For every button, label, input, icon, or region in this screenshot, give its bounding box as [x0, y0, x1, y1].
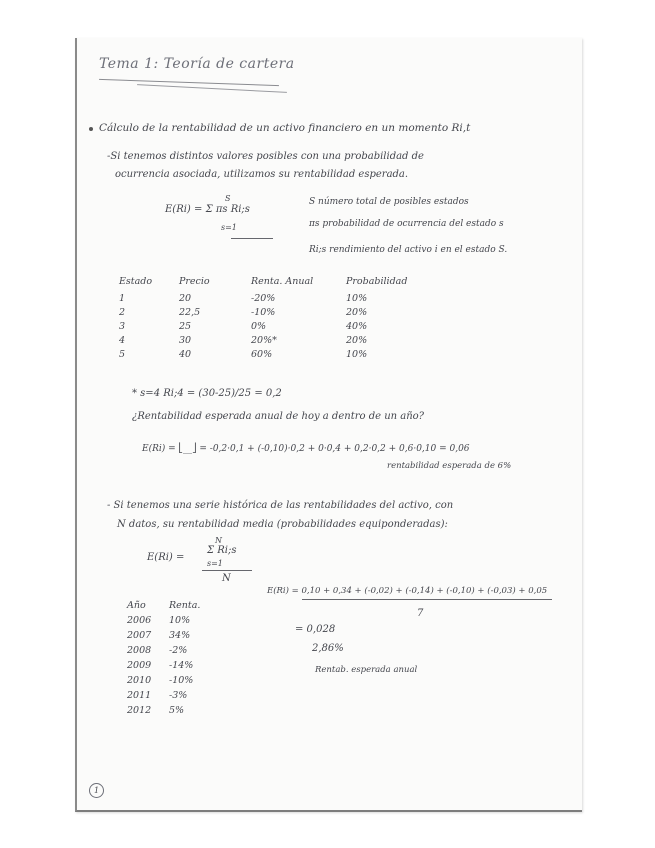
formula-2-rule [202, 570, 252, 571]
formula-3-rule [302, 599, 552, 600]
formula-2-numerator: Σ Ri;s [207, 545, 237, 556]
formula-1-rule [231, 238, 273, 239]
table-row [127, 673, 219, 688]
cell: 40% [346, 321, 368, 332]
cell: 1 [119, 293, 126, 304]
legend-line-1: S número total de posibles estados [309, 197, 469, 207]
table-row [119, 348, 426, 362]
legend-line-3: Ri;s rendimiento del activo i en el estado S. [309, 245, 508, 255]
cell: 5 [119, 349, 126, 360]
formula-2-limit-top: N [215, 536, 222, 545]
bullet-heading: Cálculo de la rentabilidad de un activo financiero en un momento Ri,t [99, 122, 471, 134]
table-row [119, 292, 426, 306]
cell: 2012 [127, 705, 152, 716]
page-number: 1 [89, 783, 104, 798]
cell: -10% [251, 307, 276, 318]
cell: 20 [179, 293, 192, 304]
cell: 25 [179, 321, 192, 332]
result-decimal: = 0,028 [295, 624, 336, 635]
formula-1-limit-top: S [225, 194, 231, 203]
table-row [127, 658, 219, 673]
paragraph-2-line-2: N datos, su rentabilidad media (probabilidades equiponderadas): [117, 519, 448, 530]
title-underline [99, 79, 279, 86]
header-ano: Año [127, 600, 146, 611]
cell: 2007 [127, 630, 152, 641]
legend-line-2: πs probabilidad de ocurrencia del estado s [309, 219, 504, 229]
formula-1: E(Ri) = Σ πs Ri;s [165, 204, 250, 215]
formula-2-lhs: E(Ri) = [147, 552, 185, 563]
table-row [127, 688, 219, 703]
cell: 10% [346, 293, 368, 304]
question: ¿Rentabilidad esperada anual de hoy a dentro de un año? [132, 411, 425, 422]
paragraph-1-line-2: ocurrencia asociada, utilizamos su rentabilidad esperada. [115, 169, 409, 180]
header-renta: Renta. [169, 600, 201, 611]
cell: 2 [119, 307, 126, 318]
cell: 2006 [127, 615, 152, 626]
result-label: Rentab. esperada anual [315, 665, 418, 675]
cell: -10% [169, 675, 194, 686]
cell: 34% [169, 630, 191, 641]
cell: -20% [251, 293, 276, 304]
calc-line: E(Ri) = ⎣__⎦ = -0,2·0,1 + (-0,10)·0,2 + 0·0,4 + 0,2·0,2 + 0,6·0,10 = 0,06 [142, 444, 470, 454]
cell: 60% [251, 349, 273, 360]
table-row [119, 306, 426, 320]
table-row [127, 703, 219, 718]
header-estado: Estado [119, 276, 153, 287]
notebook-page [75, 38, 582, 812]
formula-1-limit-bottom: s=1 [221, 223, 237, 232]
table-row [119, 334, 426, 348]
bullet-dot [89, 127, 93, 131]
cell: 40 [179, 349, 192, 360]
table-row [127, 628, 219, 643]
formula-3-denominator: 7 [417, 608, 424, 619]
cell: 30 [179, 335, 192, 346]
paragraph-1-line-1: -Si tenemos distintos valores posibles con una probabilidad de [107, 151, 424, 162]
cell: 2011 [127, 690, 152, 701]
cell: 2008 [127, 645, 152, 656]
cell: -14% [169, 660, 194, 671]
result-percent: 2,86% [312, 643, 344, 654]
states-table [119, 275, 426, 362]
cell: 5% [169, 705, 185, 716]
formula-2-denominator: N [222, 573, 231, 584]
header-probabilidad: Probabilidad [346, 276, 408, 287]
states-table-header [119, 275, 426, 292]
cell: 2010 [127, 675, 152, 686]
cell: 10% [169, 615, 191, 626]
formula-2-limit-bottom: s=1 [207, 559, 223, 568]
cell: 20% [346, 335, 368, 346]
cell: -2% [169, 645, 188, 656]
cell: 2009 [127, 660, 152, 671]
page-title: Tema 1: Teoría de cartera [99, 56, 295, 72]
years-table-header [127, 598, 219, 613]
paragraph-2-line-1: - Si tenemos una serie histórica de las rentabilidades del activo, con [107, 500, 454, 511]
header-precio: Precio [179, 276, 210, 287]
cell: -3% [169, 690, 188, 701]
table-row [119, 320, 426, 334]
footnote-calc: * s=4 Ri;4 = (30-25)/25 = 0,2 [132, 388, 282, 399]
years-table [127, 598, 219, 718]
cell: 10% [346, 349, 368, 360]
cell: 0% [251, 321, 267, 332]
table-row [127, 613, 219, 628]
cell: 20% [346, 307, 368, 318]
cell: 4 [119, 335, 126, 346]
cell: 20%* [251, 335, 277, 346]
table-row [127, 643, 219, 658]
cell: 3 [119, 321, 126, 332]
calc-result: rentabilidad esperada de 6% [387, 461, 512, 471]
header-renta: Renta. Anual [251, 276, 314, 287]
cell: 22,5 [179, 307, 201, 318]
formula-3-numerator: E(Ri) = 0,10 + 0,34 + (-0,02) + (-0,14) + (-0,10) + (-0,03) + 0,05 [267, 586, 548, 596]
